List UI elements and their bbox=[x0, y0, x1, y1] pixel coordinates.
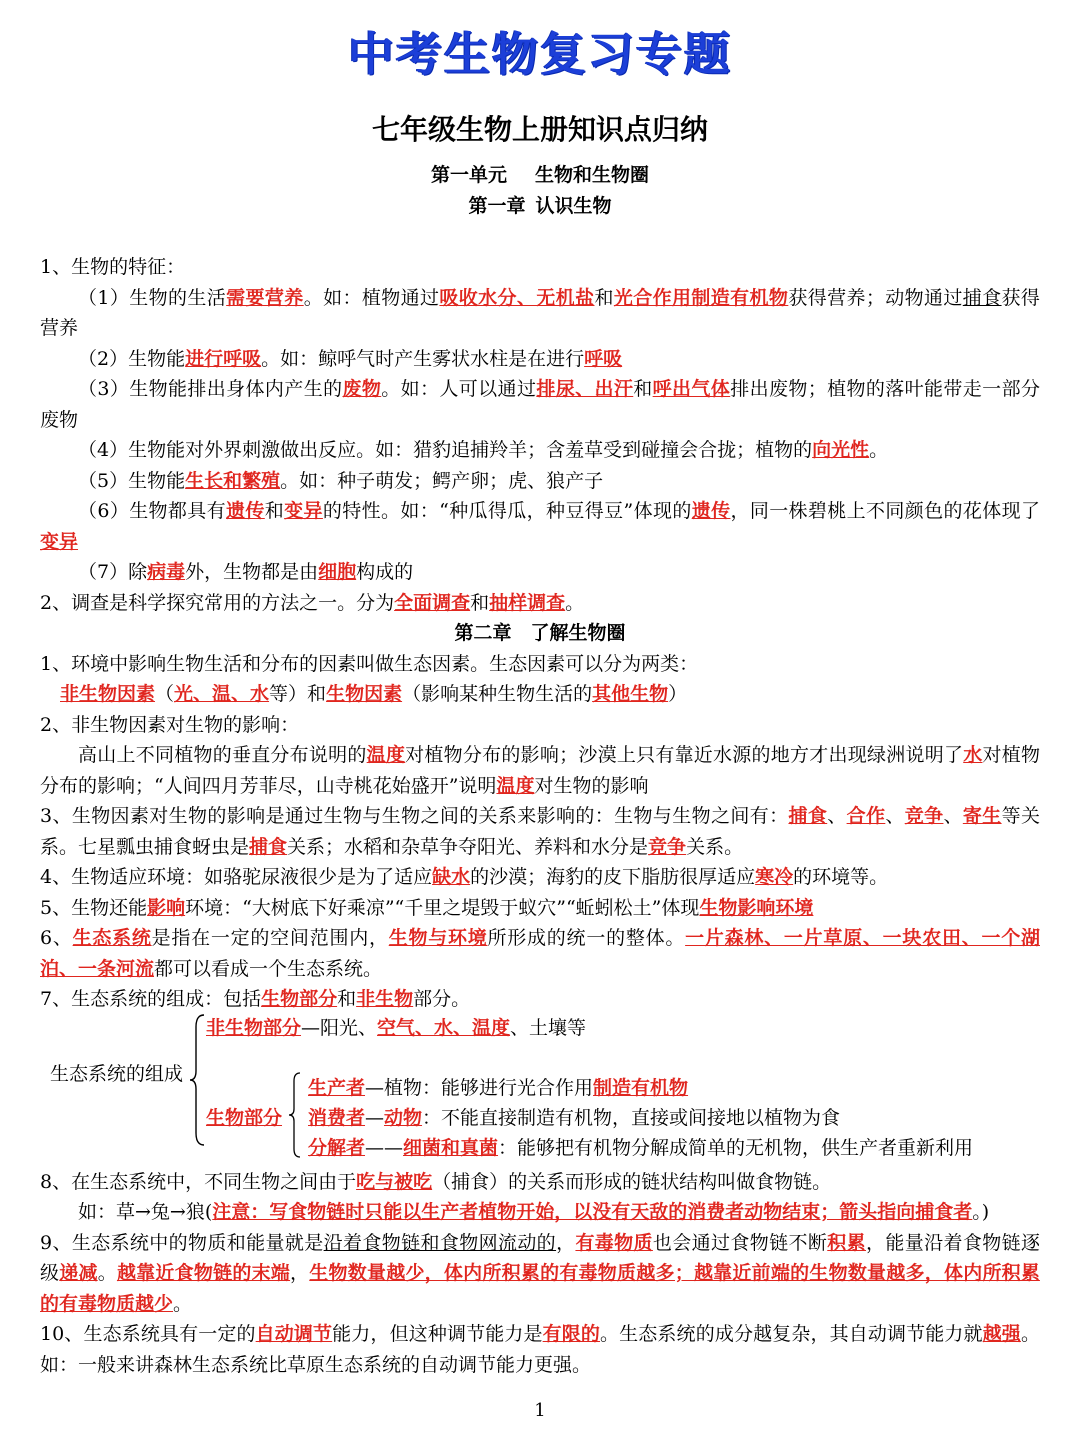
chapter1-label: 第一章 bbox=[468, 195, 526, 217]
diagram-abiotic: 非生物部分—阳光、空气、水、温度、土壤等 bbox=[206, 1016, 587, 1039]
banner-title: 中考生物复习专题 bbox=[348, 27, 732, 81]
ch2-section-1-detail: 非生物因素（光、温、水等）和生物因素（影响某种生物生活的其他生物） bbox=[60, 683, 688, 705]
chapter1-name: 认识生物 bbox=[535, 195, 612, 217]
chapter2-heading: 第二章 了解生物圈 bbox=[454, 622, 626, 644]
feature-paragraph: （3）生物能排出身体内产生的废物。如：人可以通过排尿、出汗和呼出气体排出废物；植物的落叶能带走一部分废物 bbox=[40, 378, 1040, 431]
section-2-paragraph: 2、调查是科学探究常用的方法之一。分为全面调查和抽样调查。 bbox=[40, 591, 585, 614]
feature-paragraph: （7）除病毒外，生物都是由细胞构成的 bbox=[78, 561, 414, 583]
unit-label: 第一单元 bbox=[430, 164, 507, 186]
diagram-producer: 生产者—植物：能够进行光合作用制造有机物 bbox=[308, 1076, 689, 1099]
document-body bbox=[40, 252, 1040, 1380]
ch2-section-8-example: 如：草→兔→狼(注意：写食物链时只能以生产者植物开始，以没有天敌的消费者动物结束；箭头指向捕食者。) bbox=[78, 1201, 990, 1223]
ch2-section-8: 8、在生态系统中，不同生物之间由于吃与被吃（捕食）的关系而形成的链状结构叫做食物链。 bbox=[40, 1170, 832, 1193]
unit-name: 生物和生物圈 bbox=[535, 164, 650, 186]
document-title: 七年级生物上册知识点归纳 bbox=[371, 113, 708, 146]
brace-icon bbox=[188, 1013, 206, 1147]
section-1-title: 1、生物的特征： bbox=[40, 256, 186, 278]
chapter1-heading bbox=[0, 191, 1080, 218]
ch2-section-9: 9、生态系统中的物质和能量就是沿着食物链和食物网流动的，有毒物质也会通过食物链不断积累，能量沿着食物链逐级递减。越靠近食物链的末端，生物数量越少，体内所积累的有毒物质越多；越靠近前端的生物数量越多，体内所积累的有毒物质越少。 bbox=[40, 1231, 1040, 1315]
diagram-decomposer: 分解者——细菌和真菌：能够把有机物分解成简单的无机物，供生产者重新利用 bbox=[308, 1136, 974, 1159]
feature-paragraph: （2）生物能进行呼吸。如：鲸呼气时产生雾状水柱是在进行呼吸 bbox=[78, 347, 623, 370]
diagram-consumer: 消费者—动物：不能直接制造有机物，直接或间接地以植物为食 bbox=[308, 1106, 841, 1129]
ch2-section-2-detail: 高山上不同植物的垂直分布说明的温度对植物分布的影响；沙漠上只有靠近水源的地方才出现绿洲说明了水对植物分布的影响；“人间四月芳菲尽，山寺桃花始盛开”说明温度对生物的影响 bbox=[40, 744, 1040, 797]
diagram-root: 生态系统的组成 bbox=[50, 1062, 184, 1085]
feature-paragraph: （6）生物都具有遗传和变异的特性。如：“种瓜得瓜，种豆得豆”体现的遗传，同一株碧桃上不同颜色的花体现了变异 bbox=[40, 500, 1040, 553]
ch2-section-7: 7、生态系统的组成：包括生物部分和非生物部分。 bbox=[40, 988, 471, 1010]
ch2-section-4: 4、生物适应环境：如骆驼尿液很少是为了适应缺水的沙漠；海豹的皮下脂肪很厚适应寒冷的环境等。 bbox=[40, 866, 889, 888]
diagram-biotic: 生物部分 bbox=[206, 1106, 283, 1129]
feature-paragraph: （5）生物能生长和繁殖。如：种子萌发；鳄产卵；虎、狼产子 bbox=[78, 469, 604, 492]
ch2-section-10: 10、生态系统具有一定的自动调节能力，但这种调节能力是有限的。生态系统的成分越复杂，其自动调节能力就越强。如：一般来讲森林生态系统比草原生态系统的自动调节能力更强。 bbox=[40, 1323, 1040, 1376]
ecosystem-diagram bbox=[40, 1015, 1040, 1167]
ch2-section-1: 1、环境中影响生物生活和分布的因素叫做生态因素。生态因素可以分为两类： bbox=[40, 652, 699, 675]
unit-heading bbox=[0, 160, 1080, 187]
ch2-section-6: 6、生态系统是指在一定的空间范围内，生物与环境所形成的统一的整体。一片森林、一片草原、一块农田、一个湖泊、一条河流都可以看成一个生态系统。 bbox=[40, 927, 1040, 980]
brace-icon bbox=[288, 1071, 302, 1159]
page-number: 1 bbox=[534, 1400, 546, 1421]
ch2-section-2: 2、非生物因素对生物的影响： bbox=[40, 713, 300, 736]
feature-paragraph: （1）生物的生活需要营养。如：植物通过吸收水分、无机盐和光合作用制造有机物获得营养；动物通过捕食获得营养 bbox=[40, 286, 1040, 339]
ch2-section-3: 3、生物因素对生物的影响是通过生物与生物之间的关系来影响的：生物与生物之间有：捕食、合作、竞争、寄生等关系。七星瓢虫捕食蚜虫是捕食关系；水稻和杂草争夺阳光、养料和水分是竞争关系。 bbox=[40, 805, 1040, 858]
ch2-section-5: 5、生物还能影响环境：“大树底下好乘凉”“千里之堤毁于蚁穴”“蚯蚓松土”体现生物影响环境 bbox=[40, 896, 814, 919]
feature-paragraph: （4）生物能对外界刺激做出反应。如：猎豹追捕羚羊；含羞草受到碰撞会合拢；植物的向光性。 bbox=[78, 439, 889, 461]
